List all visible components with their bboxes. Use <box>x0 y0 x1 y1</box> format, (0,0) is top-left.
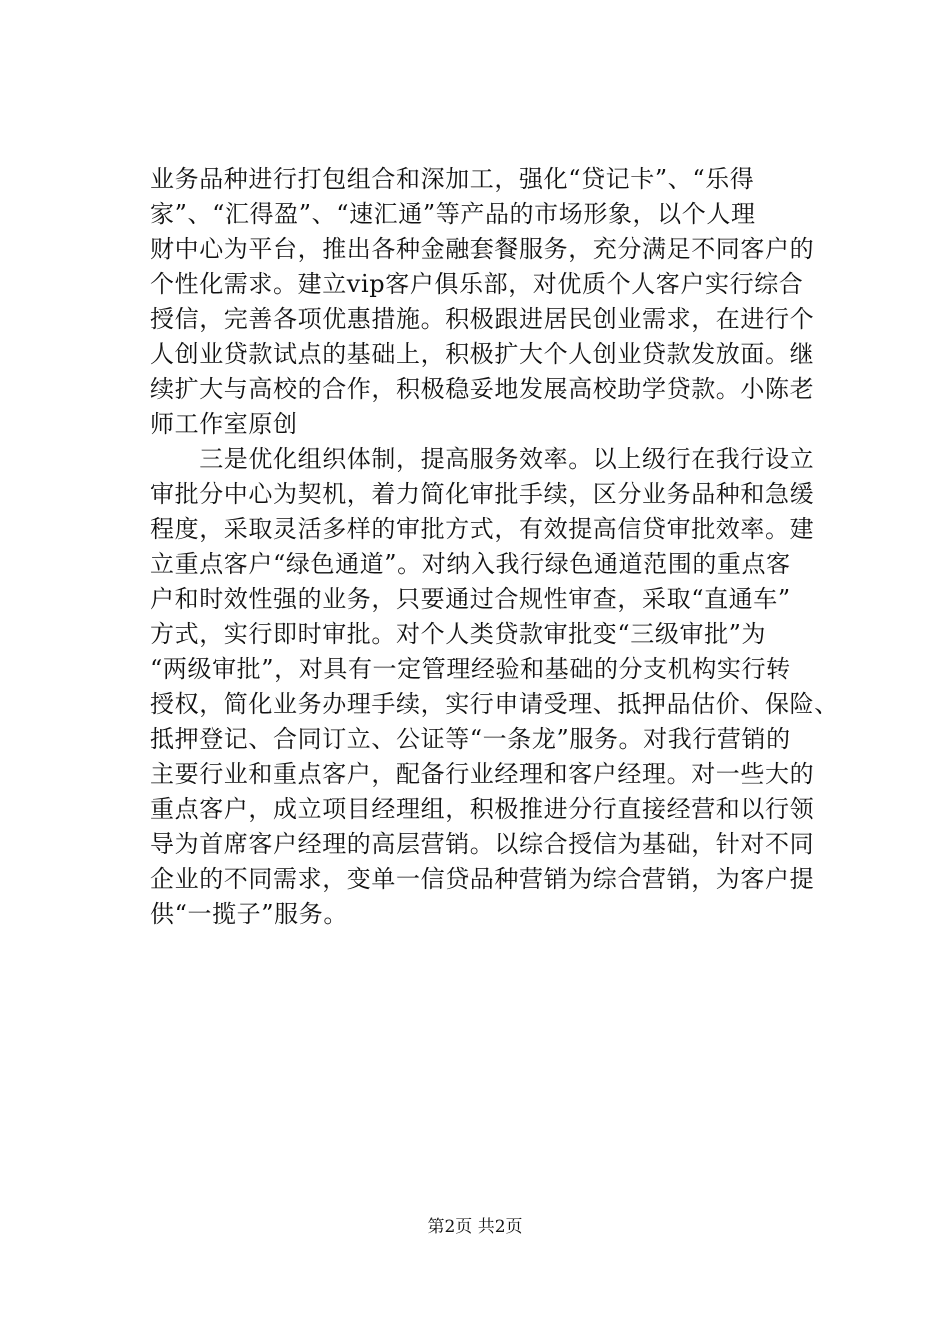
text-line: 审批分中心为契机，着力简化审批手续，区分业务品种和急缓 <box>150 480 815 508</box>
text-line: 重点客户，成立项目经理组，积极推进分行直接经营和以行领 <box>150 795 815 823</box>
text-line: 三是优化组织体制，提高服务效率。以上级行在我行设立 <box>150 445 815 473</box>
text-line: 续扩大与高校的合作，积极稳妥地发展高校助学贷款。小陈老 <box>150 375 815 403</box>
text-line: 供“一揽子”服务。 <box>150 900 348 928</box>
page-number-footer: 第2页 共2页 <box>427 1217 523 1237</box>
text-line: 企业的不同需求，变单一信贷品种营销为综合营销，为客户提 <box>150 865 815 893</box>
text-line: 方式，实行即时审批。对个人类贷款审批变“三级审批”为 <box>150 620 767 648</box>
document-body <box>150 162 840 932</box>
text-line: 导为首席客户经理的高层营销。以综合授信为基础，针对不同 <box>150 830 815 858</box>
text-line: 个性化需求。建立vip客户俱乐部，对优质个人客户实行综合 <box>150 270 804 298</box>
text-line: 师工作室原创 <box>150 410 298 438</box>
text-line: 立重点客户“绿色通道”。对纳入我行绿色通道范围的重点客 <box>150 550 791 578</box>
text-line: “两级审批”，对具有一定管理经验和基础的分支机构实行转 <box>150 655 791 683</box>
text-line: 授权，简化业务办理手续，实行申请受理、抵押品估价、保险、 <box>150 690 839 718</box>
text-line: 家”、“汇得盈”、“速汇通”等产品的市场形象，以个人理 <box>150 200 756 228</box>
text-line: 人创业贷款试点的基础上，积极扩大个人创业贷款发放面。继 <box>150 340 815 368</box>
text-line: 抵押登记、合同订立、公证等“一条龙”服务。对我行营销的 <box>150 725 791 753</box>
text-line: 授信，完善各项优惠措施。积极跟进居民创业需求，在进行个 <box>150 305 815 333</box>
text-line: 主要行业和重点客户，配备行业经理和客户经理。对一些大的 <box>150 760 815 788</box>
text-line: 业务品种进行打包组合和深加工，强化“贷记卡”、“乐得 <box>150 165 755 193</box>
text-line: 财中心为平台，推出各种金融套餐服务，充分满足不同客户的 <box>150 235 815 263</box>
text-line: 程度，采取灵活多样的审批方式，有效提高信贷审批效率。建 <box>150 515 815 543</box>
text-line: 户和时效性强的业务，只要通过合规性审查，采取“直通车” <box>150 585 791 613</box>
